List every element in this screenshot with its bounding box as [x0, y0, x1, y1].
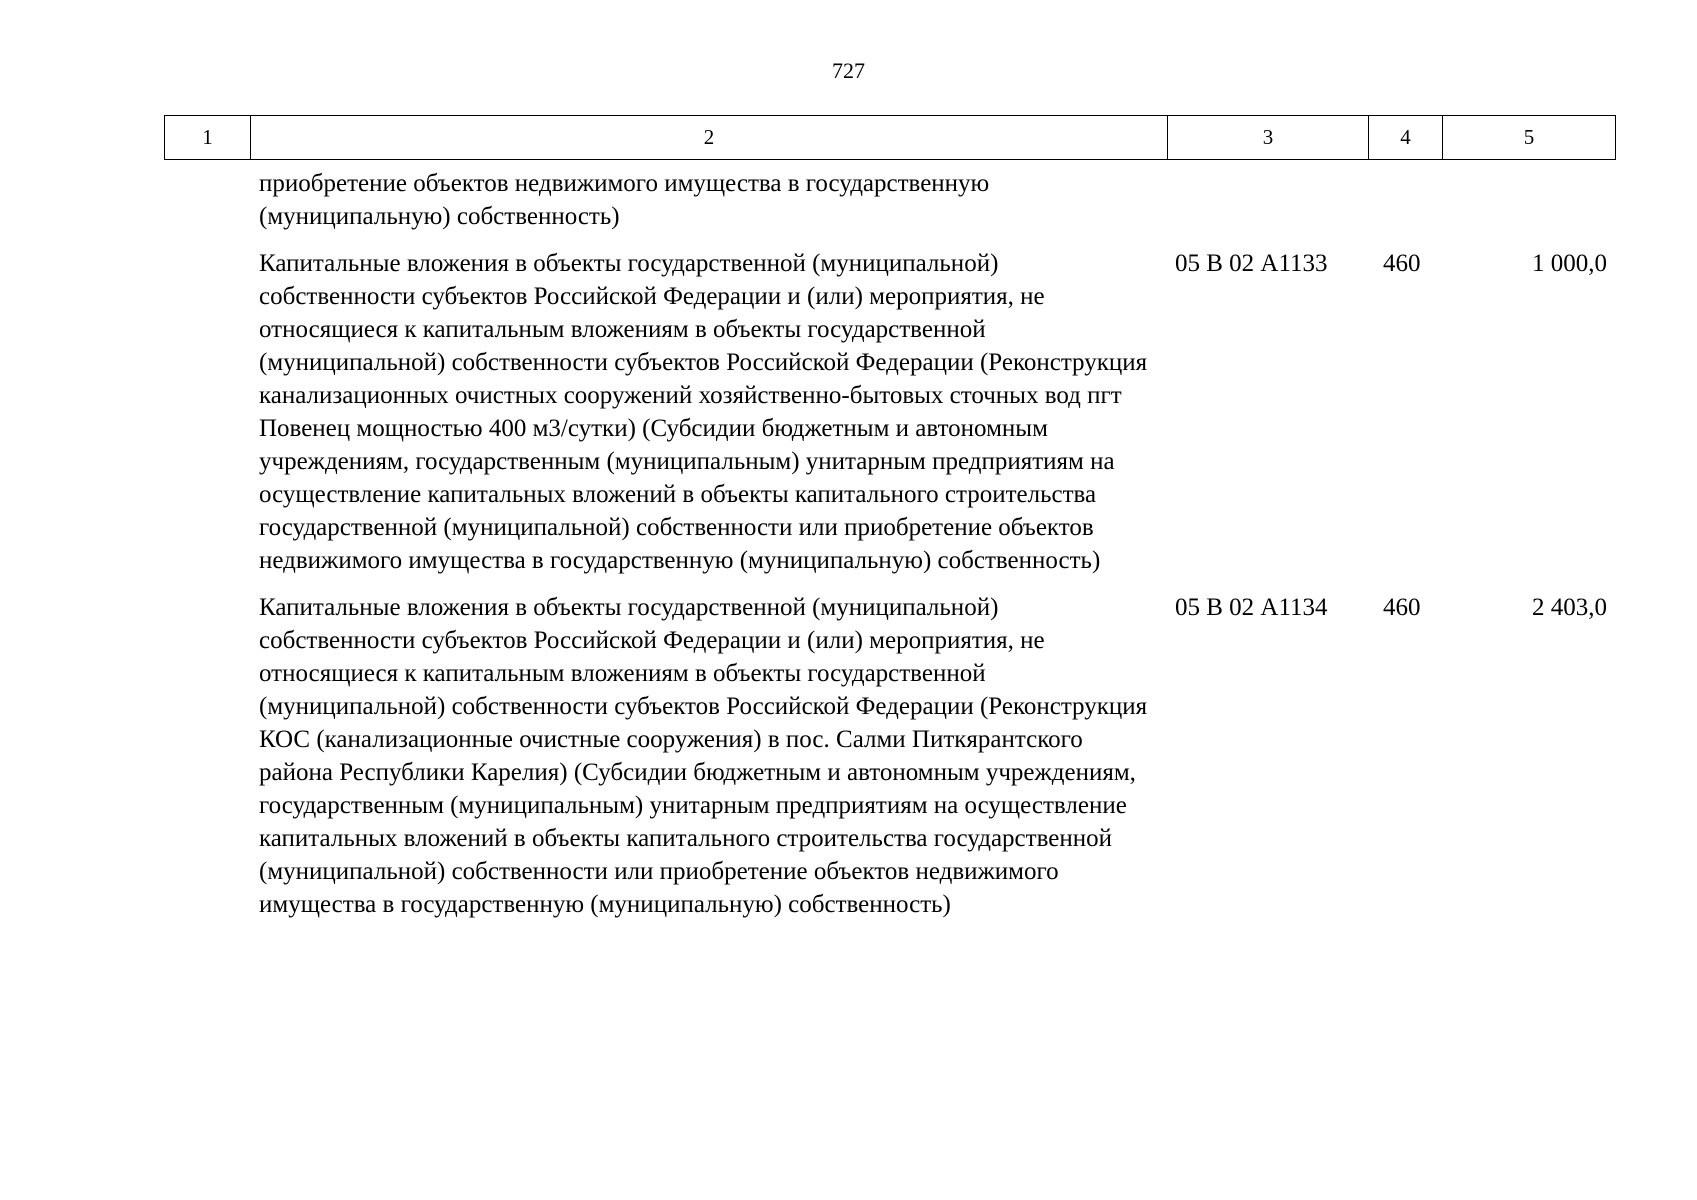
- column-header-table: [164, 115, 1616, 160]
- column-header-1: 1: [165, 116, 251, 160]
- table-row: [164, 247, 1615, 591]
- row-type: 460: [1383, 594, 1421, 621]
- column-header-row: [165, 116, 1616, 160]
- column-header-5: 5: [1443, 116, 1616, 160]
- column-header-4: 4: [1369, 116, 1443, 160]
- column-header-3: 3: [1168, 116, 1369, 160]
- row-description: Капитальные вложения в объекты государственной (муниципальной) собственности субъектов Российской Федерации и (или) мероприятия, не относящиеся к капитальным вложениям в объекты государственной (муниципальной) собственности субъектов Российской Федерации (Реконструкция КОС (канализационные очистные сооружения) в пос. Салми Питкярантского района Республики Карелия) (Субсидии бюджетным и автономным учреждениям, государственным (муниципальным) унитарным предприятиям на осуществление капитальных вложений в объекты капитального строительства государственной (муниципальной) собственности или приобретение объектов недвижимого имущества в государственную (муниципальную) собственность): [259, 594, 1148, 918]
- row-code: 05 В 02 А1133: [1175, 250, 1328, 277]
- row-amount: 1 000,0: [1532, 250, 1607, 277]
- row-amount: [1442, 167, 1615, 247]
- row-type: [1368, 167, 1442, 247]
- page-number: 727: [832, 58, 865, 83]
- table-row: [164, 167, 1615, 247]
- row-code: 05 В 02 А1134: [1175, 594, 1328, 621]
- row-description: приобретение объектов недвижимого имущества в государственную (муниципальную) собственность): [259, 170, 990, 230]
- row-code: [1167, 167, 1368, 247]
- column-header-2: 2: [251, 116, 1168, 160]
- row-amount: 2 403,0: [1532, 594, 1607, 621]
- budget-table: [164, 167, 1615, 921]
- table-row: [164, 591, 1615, 921]
- row-type: 460: [1383, 250, 1421, 277]
- row-description: Капитальные вложения в объекты государственной (муниципальной) собственности субъектов Российской Федерации и (или) мероприятия, не относящиеся к капитальным вложениям в объекты государственной (муниципальной) собственности субъектов Российской Федерации (Реконструкция канализационных очистных сооружений хозяйственно-бытовых сточных вод пгт Повенец мощностью 400 м3/сутки) (Субсидии бюджетным и автономным учреждениям, государственным (муниципальным) унитарным предприятиям на осуществление капитальных вложений в объекты капитального строительства государственной (муниципальной) собственности или приобретение объектов недвижимого имущества в государственную (муниципальную) собственность): [259, 250, 1148, 574]
